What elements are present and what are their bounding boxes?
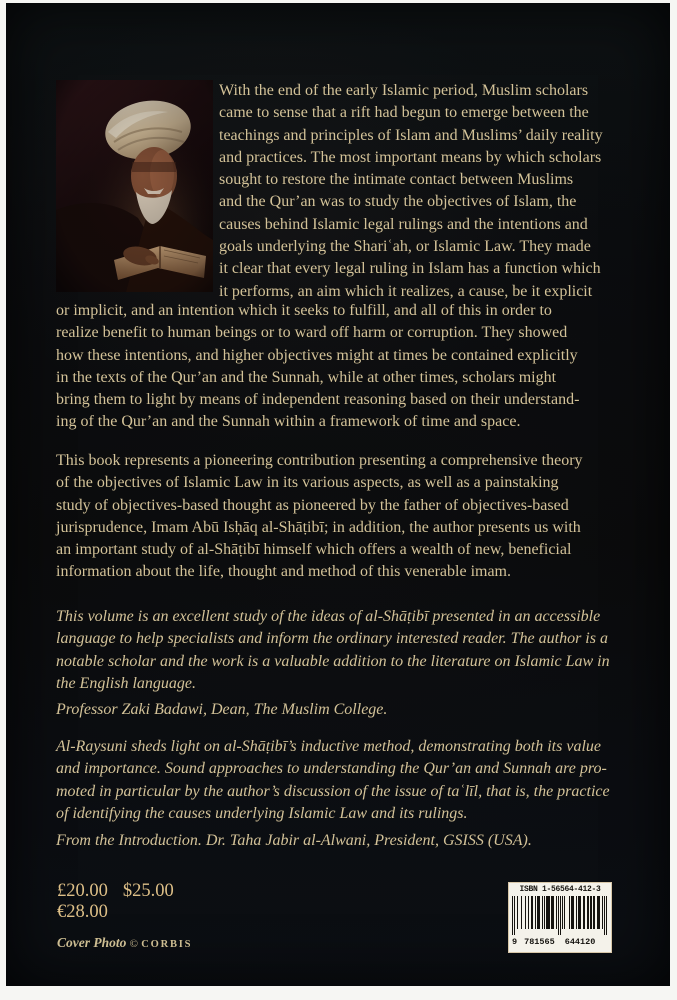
book-back-cover <box>6 3 670 986</box>
isbn-barcode <box>508 882 612 953</box>
text-line: moted in particular by the author’s discussion of the issue of taʿlīl, that is, the practice <box>56 782 610 800</box>
text-line: This book represents a pioneering contribution presenting a comprehensive theory <box>56 452 583 469</box>
text-line: came to sense that a rift had begun to emerge between the <box>219 104 589 122</box>
text-line: how these intentions, and higher objectives might at times be contained explicitly <box>56 346 578 364</box>
price-gbp: £20.00 <box>57 881 108 901</box>
text-line: With the end of the early Islamic period, Muslim scholars <box>219 82 589 99</box>
synopsis-wrapped-text <box>219 80 669 303</box>
text-line: notable scholar and the work is a valuable addition to the literature on Islamic Law in <box>56 652 610 670</box>
credit-label: Cover Photo <box>57 935 127 950</box>
barcode-bars <box>512 896 607 935</box>
cover-photo-credit <box>57 935 192 951</box>
text-line: the English language. <box>56 674 196 692</box>
barcode-digits <box>511 937 609 948</box>
price-list <box>57 881 174 922</box>
barcode-digit-group: 9 <box>512 937 518 947</box>
scholar-photo-image <box>56 80 213 292</box>
endorsement-1-attribution: Professor Zaki Badawi, Dean, The Muslim College. <box>56 701 388 718</box>
text-line: jurisprudence, Imam Abū Isḥāq al-Shāṭibī; in addition, the author presents us with <box>56 518 581 536</box>
text-line: ing of the Qur’an and the Sunnah within a framework of time and space. <box>56 413 521 431</box>
barcode-digit-group: 644120 <box>564 937 596 947</box>
text-line: This volume is an excellent study of the ideas of al-Shāṭibī presented in an accessible <box>56 608 601 625</box>
text-line: and importance. Sound approaches to understanding the Qur’an and Sunnah are pro- <box>56 760 607 778</box>
text-line: in the texts of the Qur’an and the Sunnah, while at other times, scholars might <box>56 368 557 386</box>
price-usd: $25.00 <box>122 881 174 901</box>
copyright-icon: © <box>129 938 138 950</box>
text-line: an important study of al-Shāṭibī himself which offers a wealth of new, beneficial <box>56 541 572 559</box>
text-line: study of objectives-based thought as pioneered by the father of objectives-based <box>56 496 569 514</box>
endorsement-2-attribution: From the Introduction. Dr. Taha Jabir al-Alwani, President, GSISS (USA). <box>56 832 532 849</box>
text-line: language to help specialists and inform the ordinary interested reader. The author is a <box>56 630 608 648</box>
isbn-number: ISBN 1-56564-412-3 <box>519 885 601 894</box>
endorsement-2-text <box>56 736 668 825</box>
text-line: bring them to light by means of independent reasoning based on their understand- <box>56 391 580 409</box>
synopsis-full-width-text <box>56 300 668 434</box>
text-line: and the Qur’an was to study the objectives of Islam, the <box>219 193 577 211</box>
text-line: teachings and principles of Islam and Muslims’ daily reality <box>219 126 603 144</box>
text-line: causes behind Islamic legal rulings and the intentions and <box>219 215 588 233</box>
price-eur: €28.00 <box>57 901 108 922</box>
text-line: Al-Raysuni sheds light on al-Shāṭibī’s inductive method, demonstrating both its value <box>56 738 601 755</box>
text-line: or implicit, and an intention which it seeks to fulfill, and all of this in order to <box>56 302 552 319</box>
text-line: and practices. The most important means by which scholars <box>219 148 602 166</box>
text-line: goals underlying the Shariʿah, or Islamic Law. They made <box>219 238 591 256</box>
endorsement-1-text <box>56 606 668 695</box>
text-line: sought to restore the intimate contact between Muslims <box>219 171 574 189</box>
text-line: of the objectives of Islamic Law in its various aspects, as well as a painstaking <box>56 474 559 492</box>
text-line: realize benefit to human beings or to ward off harm or corruption. They showed <box>56 324 568 342</box>
credit-agency: CORBIS <box>141 939 193 950</box>
text-line: of identifying the causes underlying Islamic Law and its rulings. <box>56 804 468 822</box>
text-line: it performs, an aim which it realizes, a cause, be it explicit <box>219 282 593 300</box>
text-line: information about the life, thought and method of this venerable imam. <box>56 563 511 581</box>
about-book-paragraph <box>56 450 668 584</box>
price-line-1 <box>57 881 174 902</box>
barcode-digit-group: 781565 <box>524 937 555 947</box>
text-line: it clear that every legal ruling in Islam has a function which <box>219 260 601 278</box>
cover-photo-thumbnail <box>56 80 213 292</box>
